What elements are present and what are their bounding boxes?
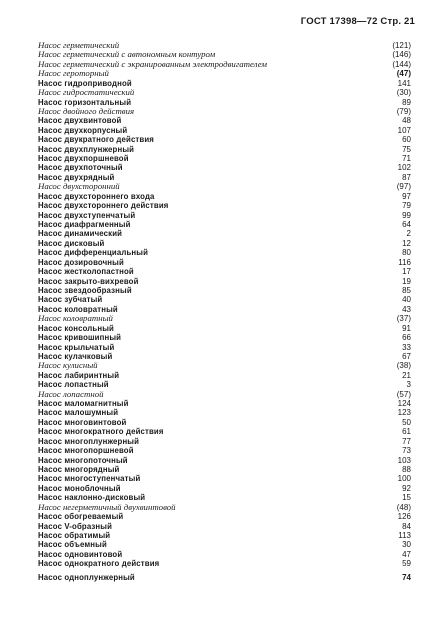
index-term: Насос звездообразный (38, 285, 132, 295)
index-page-number: 19 (402, 276, 411, 286)
index-entry (38, 456, 411, 465)
index-term: Насос двухпоточный (38, 163, 123, 173)
index-page-number: 77 (402, 436, 411, 446)
index-term: Насос закрыто-вихревой (38, 276, 139, 286)
index-term: Насос одновинтовой (38, 549, 123, 559)
index-term: Насос обогреваемый (38, 512, 124, 522)
index-term: Насос лопастный (38, 380, 109, 390)
index-entry (38, 145, 411, 154)
index-entry (38, 559, 411, 568)
index-page-number: (47) (396, 69, 411, 79)
index-entry (38, 427, 411, 436)
index-entry (38, 258, 411, 267)
index-entry (38, 267, 411, 276)
index-term: Насос кулисный (38, 361, 98, 371)
index-page-number: (57) (396, 389, 411, 399)
index-entry (38, 573, 411, 582)
index-term: Насос крыльчатый (38, 342, 115, 352)
index-entry (38, 163, 411, 172)
index-term: Насос V-образный (38, 521, 113, 531)
index-term: Насос коловратный (38, 314, 113, 324)
index-term: Насос лопастной (38, 389, 104, 399)
index-page-number: 75 (402, 144, 411, 154)
index-term: Насос героторный (38, 69, 109, 79)
index-term: Насос лабиринтный (38, 370, 120, 380)
index-entry (38, 343, 411, 352)
index-entry (38, 437, 411, 446)
index-term: Насос двухкорпусный (38, 125, 128, 135)
index-term: Насос обратимый (38, 530, 111, 540)
index-entry (38, 135, 411, 144)
index-entry (38, 380, 411, 389)
index-entry (38, 98, 411, 107)
index-page-number: 116 (398, 257, 411, 267)
index-term: Насос жестколопастной (38, 267, 134, 277)
index-term: Насос моноблочный (38, 483, 121, 493)
index-term: Насос двухстороннего действия (38, 201, 169, 211)
index-page-number: 21 (402, 370, 411, 380)
index-term: Насос дифференциальный (38, 248, 149, 258)
index-entry (38, 211, 411, 220)
index-entry (38, 465, 411, 474)
index-page-number: 85 (402, 285, 411, 295)
index-entry (38, 540, 411, 549)
index-term: Насос двойного действия (38, 106, 135, 116)
index-page-number: (38) (396, 361, 411, 371)
index-page-number: 48 (402, 116, 411, 126)
index-page-number: 79 (402, 201, 411, 211)
index-entry (38, 390, 411, 399)
index-page-number: 64 (402, 220, 411, 230)
index-page-number: 2 (406, 229, 411, 239)
index-term: Насос двухвинтовой (38, 116, 122, 126)
index-term: Насос многократного действия (38, 427, 164, 437)
index-term: Насос горизонтальный (38, 97, 132, 107)
index-page-number: 3 (406, 380, 411, 390)
index-page-number: (97) (396, 182, 411, 192)
index-entry (38, 408, 411, 417)
index-entry (38, 154, 411, 163)
index-page-number: 99 (402, 210, 411, 220)
index-term: Насос двухстороннего входа (38, 191, 155, 201)
index-page-number: 60 (402, 135, 411, 145)
index-term: Насос двухрядный (38, 172, 115, 182)
index-entry (38, 116, 411, 125)
index-page-number: 89 (402, 97, 411, 107)
index-entry (38, 531, 411, 540)
index-page-number: 126 (397, 512, 411, 522)
index-term: Насос дисковый (38, 238, 105, 248)
index-term: Насос консольный (38, 323, 114, 333)
index-page-number: 12 (402, 238, 411, 248)
index-entry (38, 79, 411, 88)
index-entry (38, 286, 411, 295)
index-page-number: (121) (392, 41, 411, 50)
index-page-number: 61 (402, 427, 411, 437)
index-page-number: 100 (397, 474, 411, 484)
index-term: Насос кулачковый (38, 351, 113, 361)
index-term: Насос гидроприводной (38, 78, 132, 88)
index-page-number: 80 (402, 248, 411, 258)
index-page-number: 102 (397, 163, 411, 173)
index-page-number: 67 (402, 351, 411, 361)
index-term: Насос дозировочный (38, 257, 124, 267)
index-term: Насос двухплунжерный (38, 144, 135, 154)
index-page-number: 141 (397, 78, 411, 88)
index-page-number: 92 (402, 483, 411, 493)
index-term: Насос многовинтовой (38, 417, 127, 427)
index-term: Насос многопоршневой (38, 446, 134, 456)
index-page-number: 91 (402, 323, 411, 333)
index-page-number: 40 (402, 295, 411, 305)
index-entry (38, 182, 411, 191)
index-term: Насос динамический (38, 229, 123, 239)
index-entry (38, 229, 411, 238)
index-entry (38, 201, 411, 210)
index-page-number: 87 (402, 172, 411, 182)
index-entry (38, 399, 411, 408)
index-page-number: 103 (397, 455, 411, 465)
index-page-number: 15 (402, 493, 411, 503)
index-term: Насос герметический с автономным контуром (38, 50, 216, 60)
index-entry (38, 484, 411, 493)
index-page-number: 73 (402, 446, 411, 456)
index-entry (38, 69, 411, 78)
index-entry (38, 324, 411, 333)
index-entry (38, 314, 411, 323)
index-term: Насос герметический (38, 41, 120, 50)
index-term: Насос двухпоршневой (38, 154, 129, 164)
index-page-number: 71 (402, 154, 411, 164)
index-term: Насос многоступенчатый (38, 474, 141, 484)
index-entry (38, 248, 411, 257)
index-term: Насос однократного действия (38, 559, 160, 569)
index-term: Насос диафрагменный (38, 220, 131, 230)
index-entry (38, 333, 411, 342)
index-entry (38, 446, 411, 455)
index-page-number: 47 (402, 549, 411, 559)
index-term: Насос малошумный (38, 408, 119, 418)
page-header: ГОСТ 17398—72 Стр. 21 (300, 16, 415, 27)
index-term: Насос наклонно-дисковый (38, 493, 146, 503)
index-entry (38, 220, 411, 229)
index-entry (38, 503, 411, 512)
index-term: Насос гидростатический (38, 88, 135, 98)
index-term: Насос герметический с экранированным электродвигателем (38, 59, 268, 69)
index-entry (38, 41, 411, 50)
index-page-number: 123 (397, 408, 411, 418)
index-page-number: 74 (402, 572, 411, 582)
index-entry (38, 522, 411, 531)
index-page-number: 43 (402, 304, 411, 314)
index-page-number: 107 (397, 125, 411, 135)
index-page-number: (79) (396, 106, 411, 116)
index-entry (38, 173, 411, 182)
index-entry (38, 88, 411, 97)
index-term: Насос коловратный (38, 304, 118, 314)
index-entry (38, 352, 411, 361)
index-term: Насос негерметичный двухвинтовой (38, 502, 176, 512)
index-term: Насос объемный (38, 540, 107, 550)
term-index-list (38, 41, 411, 582)
index-entry (38, 550, 411, 559)
index-term: Насос одноплунжерный (38, 572, 135, 582)
index-page-number: (144) (392, 59, 411, 69)
index-term: Насос двухсторонний (38, 182, 120, 192)
index-entry (38, 493, 411, 502)
index-page-number: 59 (402, 559, 411, 569)
index-term: Насос многопоточный (38, 455, 128, 465)
index-entry (38, 361, 411, 370)
index-entry (38, 277, 411, 286)
index-page-number: 84 (402, 521, 411, 531)
index-page-number: 50 (402, 417, 411, 427)
index-page-number: 113 (398, 530, 411, 540)
index-page-number: (37) (396, 314, 411, 324)
index-page-number: (146) (392, 50, 411, 60)
index-entry (38, 512, 411, 521)
index-page-number: 97 (402, 191, 411, 201)
index-page-number: 30 (402, 540, 411, 550)
index-entry (38, 295, 411, 304)
index-entry (38, 60, 411, 69)
index-entry (38, 107, 411, 116)
index-page-number: 124 (397, 399, 411, 409)
index-entry (38, 50, 411, 59)
index-entry (38, 474, 411, 483)
index-term: Насос двукратного действия (38, 135, 154, 145)
index-entry (38, 371, 411, 380)
index-entry (38, 239, 411, 248)
index-page-number: (48) (396, 502, 411, 512)
index-term: Насос кривошипный (38, 333, 122, 343)
index-term: Насос зубчатый (38, 295, 103, 305)
index-page-number: 33 (402, 342, 411, 352)
index-page-number: 66 (402, 333, 411, 343)
index-page-number: (30) (396, 88, 411, 98)
index-entry (38, 418, 411, 427)
index-term: Насос двухступенчатый (38, 210, 136, 220)
index-page-number: 17 (402, 267, 411, 277)
index-entry (38, 126, 411, 135)
index-page-number: 88 (402, 464, 411, 474)
index-entry (38, 192, 411, 201)
index-term: Насос маломагнитный (38, 399, 129, 409)
index-entry (38, 305, 411, 314)
index-term: Насос многорядный (38, 464, 120, 474)
index-term: Насос многоплунжерный (38, 436, 140, 446)
